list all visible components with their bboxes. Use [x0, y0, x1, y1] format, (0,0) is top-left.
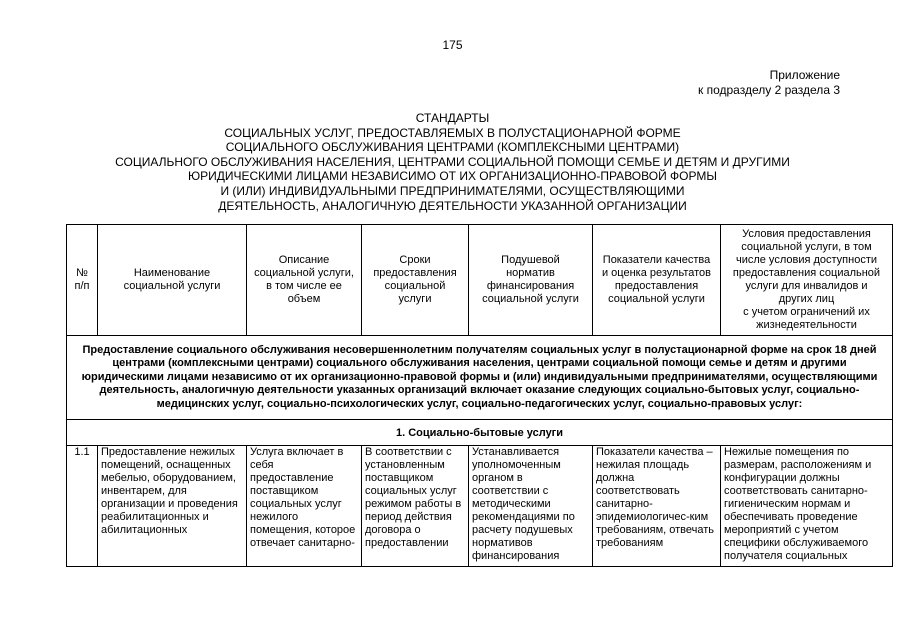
header-cell-text: Описание социальной услуги, в том числе ее объем	[254, 254, 354, 305]
standards-table	[66, 224, 893, 567]
document-title	[40, 111, 865, 213]
header-cell-text: Наименование социальной услуги	[123, 267, 221, 292]
section-description: Предоставление социального обслуживания несовершеннолетним получателям социальных услуг в полустационарной форме на срок 18 дней центрами (комплексными центрами) социального обслуживания населения, центрами социальной помощи семье и детям и другими юридическими лицами независимо от их организационно-правовой формы и (или) индивидуальными предпринимателями, осуществляющими деятельность, аналогичную деятельности указанных организаций включает оказание следующих социально-бытовых услуг, социально-медицинских услуг, социально-психологических услуг, социально-педагогических услуг, социально-правовых услуг:	[67, 336, 893, 420]
header-conditions	[721, 225, 893, 336]
row-description	[247, 446, 362, 567]
title-line: ДЕЯТЕЛЬНОСТЬ, АНАЛОГИЧНУЮ ДЕЯТЕЛЬНОСТИ УКАЗАННОЙ ОРГАНИЗАЦИИ	[218, 198, 687, 213]
page-number: 175	[442, 38, 463, 52]
row-quality-text: Показатели качества – нежилая площадь должна соответствовать санитарно-эпидемиологичес-ким требованиям, отвечать требованиям	[596, 446, 715, 549]
row-terms	[362, 446, 469, 567]
appendix-line-2: к подразделу 2 раздела 3	[698, 83, 840, 97]
row-terms-text: В соответствии с установленным поставщиком социальных услуг режимом работы в период действия договора о предоставлении	[365, 446, 462, 549]
row-funding	[469, 446, 593, 567]
row-service-name	[98, 446, 247, 567]
title-line: И (ИЛИ) ИНДИВИДУАЛЬНЫМИ ПРЕДПРИНИМАТЕЛЯМИ, ОСУЩЕСТВЛЯЮЩИМИ	[220, 183, 685, 198]
table-row	[67, 446, 893, 567]
header-cell-text: Сроки предоставления социальной услуги	[373, 254, 457, 305]
subsection-title: 1. Социально-бытовые услуги	[67, 420, 893, 446]
appendix-line-1: Приложение	[769, 68, 840, 82]
header-cell-text: Условия предоставления социальной услуги, в том числе условия доступности предоставления социальной услуги для инвалидов и других лиц с учетом ограничений их жизнедеятельности	[732, 228, 881, 331]
title-line: СОЦИАЛЬНОГО ОБСЛУЖИВАНИЯ НАСЕЛЕНИЯ, ЦЕНТРАМИ СОЦИАЛЬНОЙ ПОМОЩИ СЕМЬЕ И ДЕТЯМ И ДРУГИМИ	[115, 154, 790, 169]
row-description-text: Услуга включает в себя предоставление поставщиком социальных услуг нежилого помещения, которое отвечает санитарно-	[250, 446, 356, 549]
header-cell-text: Подушевой норматив финансирования социальной услуги	[482, 254, 579, 305]
table-header-row	[67, 225, 893, 336]
row-conditions	[721, 446, 893, 567]
row-number	[67, 446, 98, 567]
row-conditions-text: Нежилые помещения по размерам, расположениям и конфигурации должны соответствовать санитарно-гигиеническим нормам и обеспечивать проведение мероприятий с учетом специфики обслуживаемого получателя социальных	[724, 446, 872, 562]
header-number	[67, 225, 98, 336]
header-description	[247, 225, 362, 336]
title-line: СОЦИАЛЬНЫХ УСЛУГ, ПРЕДОСТАВЛЯЕМЫХ В ПОЛУСТАЦИОНАРНОЙ ФОРМЕ	[224, 125, 681, 140]
header-funding	[469, 225, 593, 336]
header-cell-text: Показатели качества и оценка результатов предоставления социальной услуги	[601, 254, 712, 305]
appendix-reference	[698, 68, 840, 98]
row-funding-text: Устанавливается уполномоченным органом в соответствии с методическими рекомендациями по расчету подушевых нормативов финансирования	[472, 446, 575, 562]
header-quality	[593, 225, 721, 336]
header-service-name	[98, 225, 247, 336]
row-number-text: 1.1	[74, 446, 90, 458]
row-service-name-text: Предоставление нежилых помещений, оснащенных мебелью, оборудованием, инвентарем, для организации и проведения реабилитационных и абилитационных	[101, 446, 238, 536]
title-line: СТАНДАРТЫ	[415, 111, 490, 125]
subsection-row	[67, 420, 893, 446]
title-line: ЮРИДИЧЕСКИМИ ЛИЦАМИ НЕЗАВИСИМО ОТ ИХ ОРГАНИЗАЦИОННО-ПРАВОВОЙ ФОРМЫ	[188, 169, 717, 184]
header-terms	[362, 225, 469, 336]
section-row	[67, 336, 893, 420]
title-line: СОЦИАЛЬНОГО ОБСЛУЖИВАНИЯ ЦЕНТРАМИ (КОМПЛЕКСНЫМИ ЦЕНТРАМИ)	[225, 140, 680, 155]
header-cell-text: № п/п	[74, 267, 90, 292]
row-quality	[593, 446, 721, 567]
